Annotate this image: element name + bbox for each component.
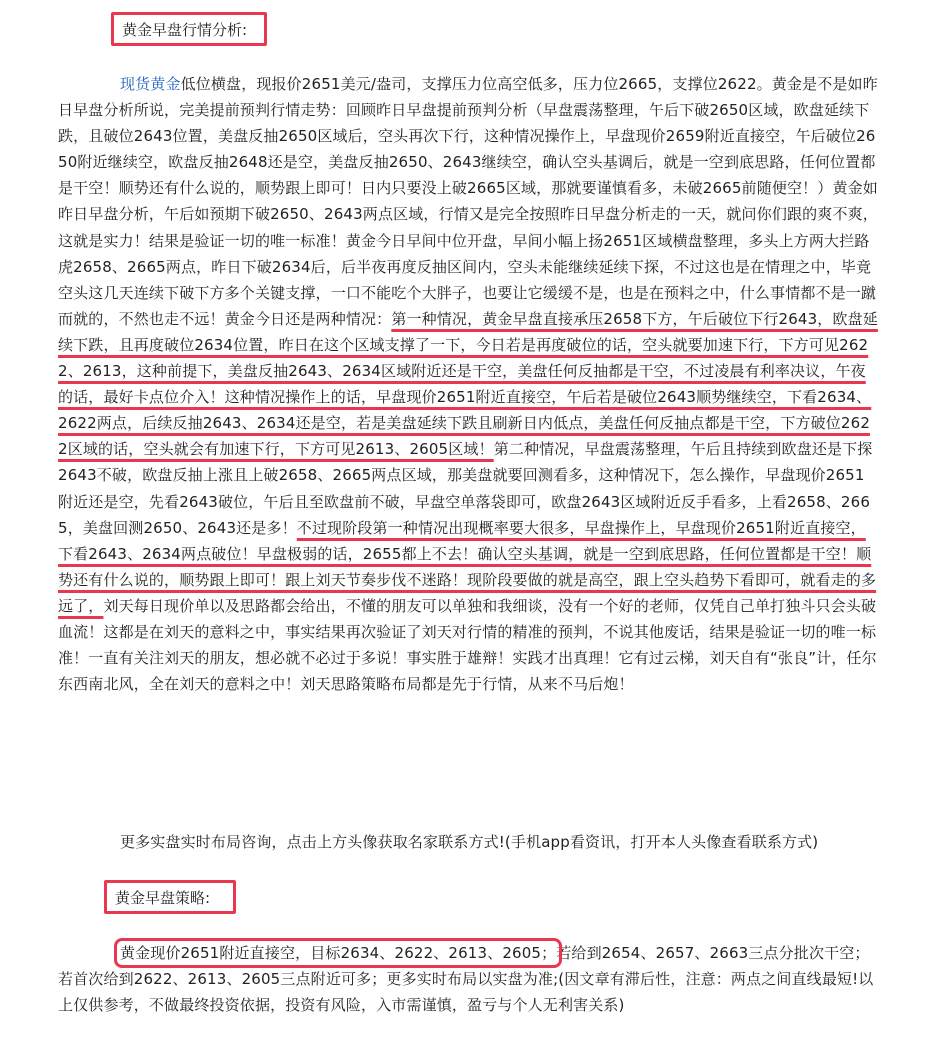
strategy-paragraph <box>58 940 878 1018</box>
strategy-boxed-target: 黄金现价2651附近直接空，目标2634、2622、2613、2605； <box>120 944 557 962</box>
analysis-text-part-2: 第二种情况，早盘震荡整理，午后且持续到欧盘还是下探2643不破，欧盘反抽上涨且上破2658、2665两点区域，那美盘就要回测看多，这种情况下，怎么操作，早盘现价2651附近还是空，先看2643破位，午后且至欧盘前不破，早盘空单落袋即可，欧盘2643区域附近反手看多，上看2658、2665，美盘回测2650、2643还是多！ <box>58 440 873 537</box>
analysis-text-part-1: 低位横盘，现报价2651美元/盎司，支撑压力位高空低多，压力位2665，支撑位2622。黄金是不是如昨日早盘分析所说，完美提前预判行情走势：回顾昨日早盘提前预判分析（早盘震荡整理，午后下破2650区域，欧盘延续下跌，且破位2643位置，美盘反抽2650区域后，空头再次下行，这种情况操作上，早盘现价2659附近直接空，午后破位2650附近继续空，欧盘反抽2648还是空，美盘反抽2650、2643继续空，确认空头基调后，就是一空到底思路，任何位置都是干空！顺势还有什么说的，顺势跟上即可！日内只要没上破2665区域，那就要谨慎看多，未破2665前随便空！）黄金如昨日早盘分析，午后如预期下破2650、2643两点区域，行情又是完全按照昨日早盘分析走的一天，就问你们跟的爽不爽，这就是实力！结果是验证一切的唯一标准！黄金今日早间中位开盘，早间小幅上扬2651区域横盘整理，多头上方两大拦路虎2658、2665两点，昨日下破2634后，后半夜再度反抽区间内，空头未能继续延续下探，不过这也是在情理之中，毕竟空头这几天连续下破下方多个关键支撑，一口不能吃个大胖子，也要让它缓缓不是，也是在预料之中，什么事情都不是一蹴而就的，不然也走不远！黄金今日还是两种情况： <box>58 75 878 328</box>
contact-cta-paragraph <box>58 829 878 855</box>
analysis-paragraph <box>58 71 878 697</box>
heading-morning-analysis <box>111 12 267 46</box>
contact-cta-text: 更多实盘实时布局咨询，点击上方头像获取名家联系方式!(手机app看资讯，打开本人头像查看联系方式) <box>120 833 819 851</box>
strategy-rest-text: 若给到2654、2657、2663三点分批次干空；若首次给到2622、2613、2605三点附近可多；更多实时布局以实盘为准;(因文章有滞后性，注意：两点之间直线最短!以上仅供参考，不做最终投资依据，投资有风险，入市需谨慎，盈亏与个人无利害关系) <box>58 944 874 1015</box>
heading-morning-strategy-text: 黄金早盘策略: <box>115 889 211 907</box>
heading-morning-strategy <box>104 880 236 914</box>
analysis-underlined-scenario-1: 第一种情况，黄金早盘直接承压2658下方，午后破位下行2643，欧盘延续下跌，且再度破位2634位置，昨日在这个区域支撑了一下，今日若是再度破位的话，空头就要加速下行，下方可见2622、2613，这种前提下，美盘反抽2643、2634区域附近还是干空，美盘任何反抽都是干空，不过凌晨有利率决议，午夜的话，最好卡点位介入！这种情况操作上的话，早盘现价2651附近直接空，午后若是破位2643顺势继续空，下看2634、2622两点，后续反抽2643、2634还是空，若是美盘延续下跌且刷新日内低点，美盘任何反抽点都是干空，下方破位2622区域的话，空头就会有加速下行，下方可见2613、2605区域！ <box>58 309 878 459</box>
analysis-underlined-summary: 不过现阶段第一种情况出现概率要大很多，早盘操作上，早盘现价2651附近直接空，下看2643、2634两点破位！早盘极弱的话，2655都上不去！确认空头基调，就是一空到底思路，任何位置都是干空！顺势还有什么说的，顺势跟上即可！跟上刘天节奏步伐不迷路！现阶段要做的就是高空，跟上空头趋势下看即可，就看走的多远了， <box>58 518 877 615</box>
analysis-text-part-3: 刘天每日现价单以及思路都会给出，不懂的朋友可以单独和我细谈，没有一个好的老师，仅凭自己单打独斗只会头破血流！这都是在刘天的意料之中，事实结果再次验证了刘天对行情的精准的预判，不说其他废话，结果是验证一切的唯一标准！一直有关注刘天的朋友，想必就不必过于多说！事实胜于雄辩！实践才出真理！它有过云梯，刘天自有“张良”计，任尔东西南北风，全在刘天的意料之中！刘天思路策略布局都是先于行情，从来不马后炮！ <box>58 596 877 694</box>
heading-morning-analysis-text: 黄金早盘行情分析: <box>122 21 248 39</box>
spot-gold-link[interactable]: 现货黄金 <box>120 75 181 93</box>
